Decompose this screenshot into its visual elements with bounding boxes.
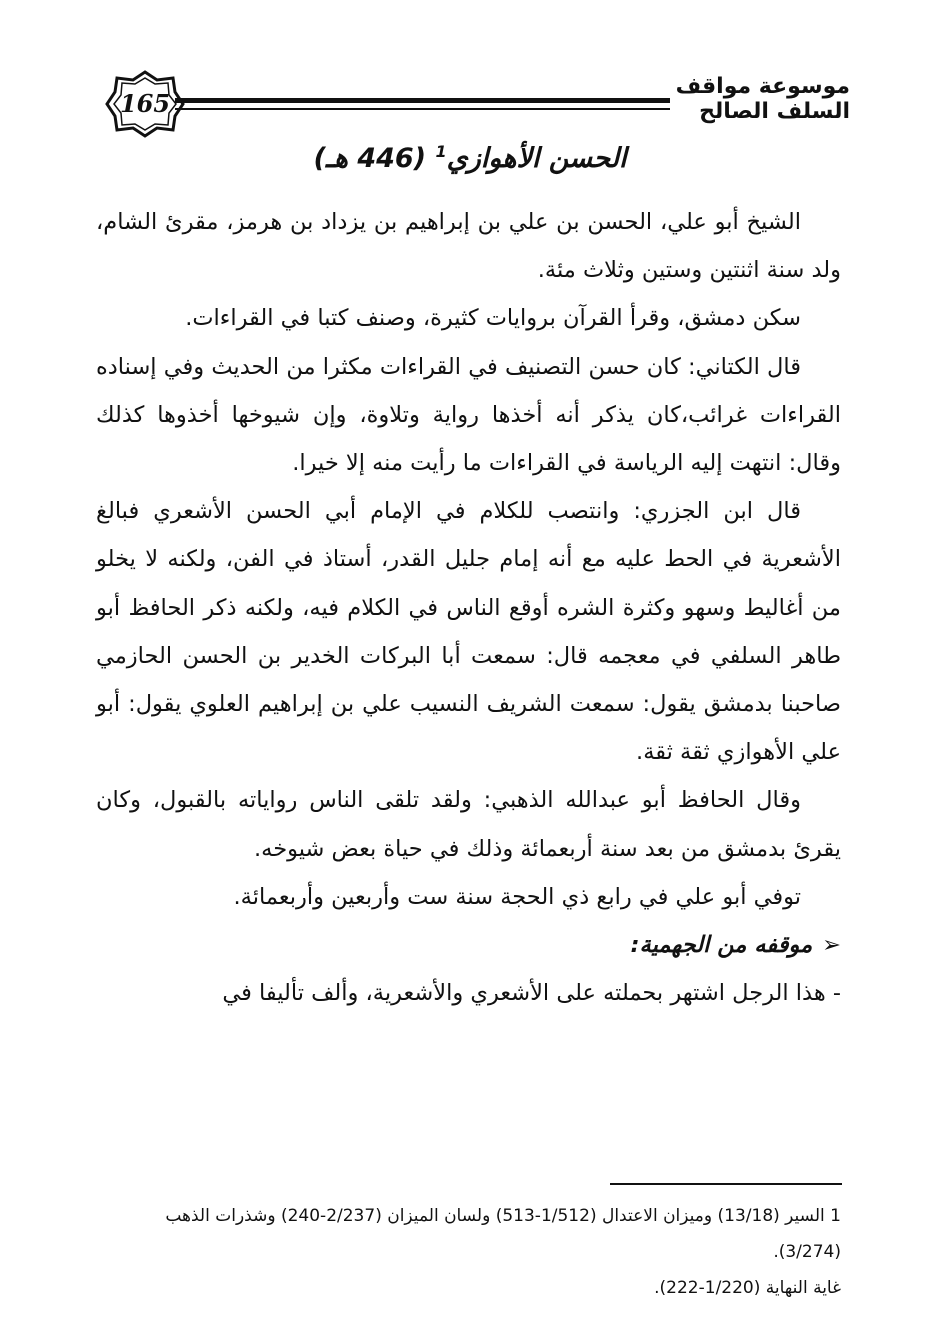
page-number: 165 <box>119 89 171 118</box>
article-title-name: الحسن الأهوازي <box>446 143 627 174</box>
section-heading-text: موقفه من الجهمية: <box>630 932 813 959</box>
header-rule <box>175 98 670 103</box>
article-title-date: (446 هـ) <box>313 143 427 174</box>
section-heading <box>96 921 841 969</box>
paragraph: الشيخ أبو علي، الحسن بن علي بن إبراهيم بن يزداد بن هرمز، مقرئ الشام، ولد سنة اثنتين وستين وثلاث مئة. <box>96 209 841 284</box>
paragraph: وقال الحافظ أبو عبدالله الذهبي: ولقد تلقى الناس رواياته بالقبول، وكان يقرئ بدمشق من بعد سنة أربعمائة وذلك في حياة بعض شيوخه. <box>96 787 841 862</box>
header-rule-thin <box>175 108 670 110</box>
arrow-icon: ➢ <box>822 932 841 959</box>
article-title <box>250 142 690 174</box>
footnotes <box>96 1198 841 1306</box>
paragraph: قال ابن الجزري: وانتصب للكلام في الإمام أبي الحسن الأشعري فبالغ الأشعرية في الحط عليه مع أنه إمام جليل القدر، أستاذ في الفن، ولكنه لا يخلو من أغاليط وسهو وكثرة الشره أوقع الناس في الكلام فيه، ولكنه ذكر الحافظ أبو طاهر السلفي في معجمه قال: سمعت أبا البركات الخدير بن الحسن الحازمي صاحبنا بدمشق يقول: سمعت الشريف النسيب علي بن إبراهيم العلوي يقول: أبو علي الأهوازي ثقة ثقة. <box>96 498 841 766</box>
footnote-divider <box>610 1183 842 1185</box>
page-header <box>95 68 850 138</box>
footnote: غاية النهاية (1/220-222). <box>654 1278 841 1298</box>
paragraph: توفي أبو علي في رابع ذي الحجة سنة ست وأربعين وأربعمائة. <box>233 883 801 910</box>
series-title: موسوعة مواقف السلف الصالح <box>675 74 850 124</box>
footnote: 1 السير (13/18) وميزان الاعتدال (1/512-513) ولسان الميزان (2/237-240) وشذرات الذهب (3/274). <box>165 1206 841 1262</box>
paragraph: سكن دمشق، وقرأ القرآن بروايات كثيرة، وصنف كتبا في القراءات. <box>185 305 801 332</box>
article-body <box>96 198 841 1017</box>
title-footnote-ref: 1 <box>435 142 447 161</box>
paragraph: - هذا الرجل اشتهر بحملته على الأشعري والأشعرية، وألف تأليفا في <box>222 980 841 1007</box>
paragraph: قال الكتاني: كان حسن التصنيف في القراءات مكثرا من الحديث وفي إسناده القراءات غرائب،كان يذكر أنه أخذها رواية وتلاوة، وإن شيوخها أخذوها كذلك وقال: انتهت إليه الرياسة في القراءات ما رأيت منه إلا خيرا. <box>96 353 841 477</box>
